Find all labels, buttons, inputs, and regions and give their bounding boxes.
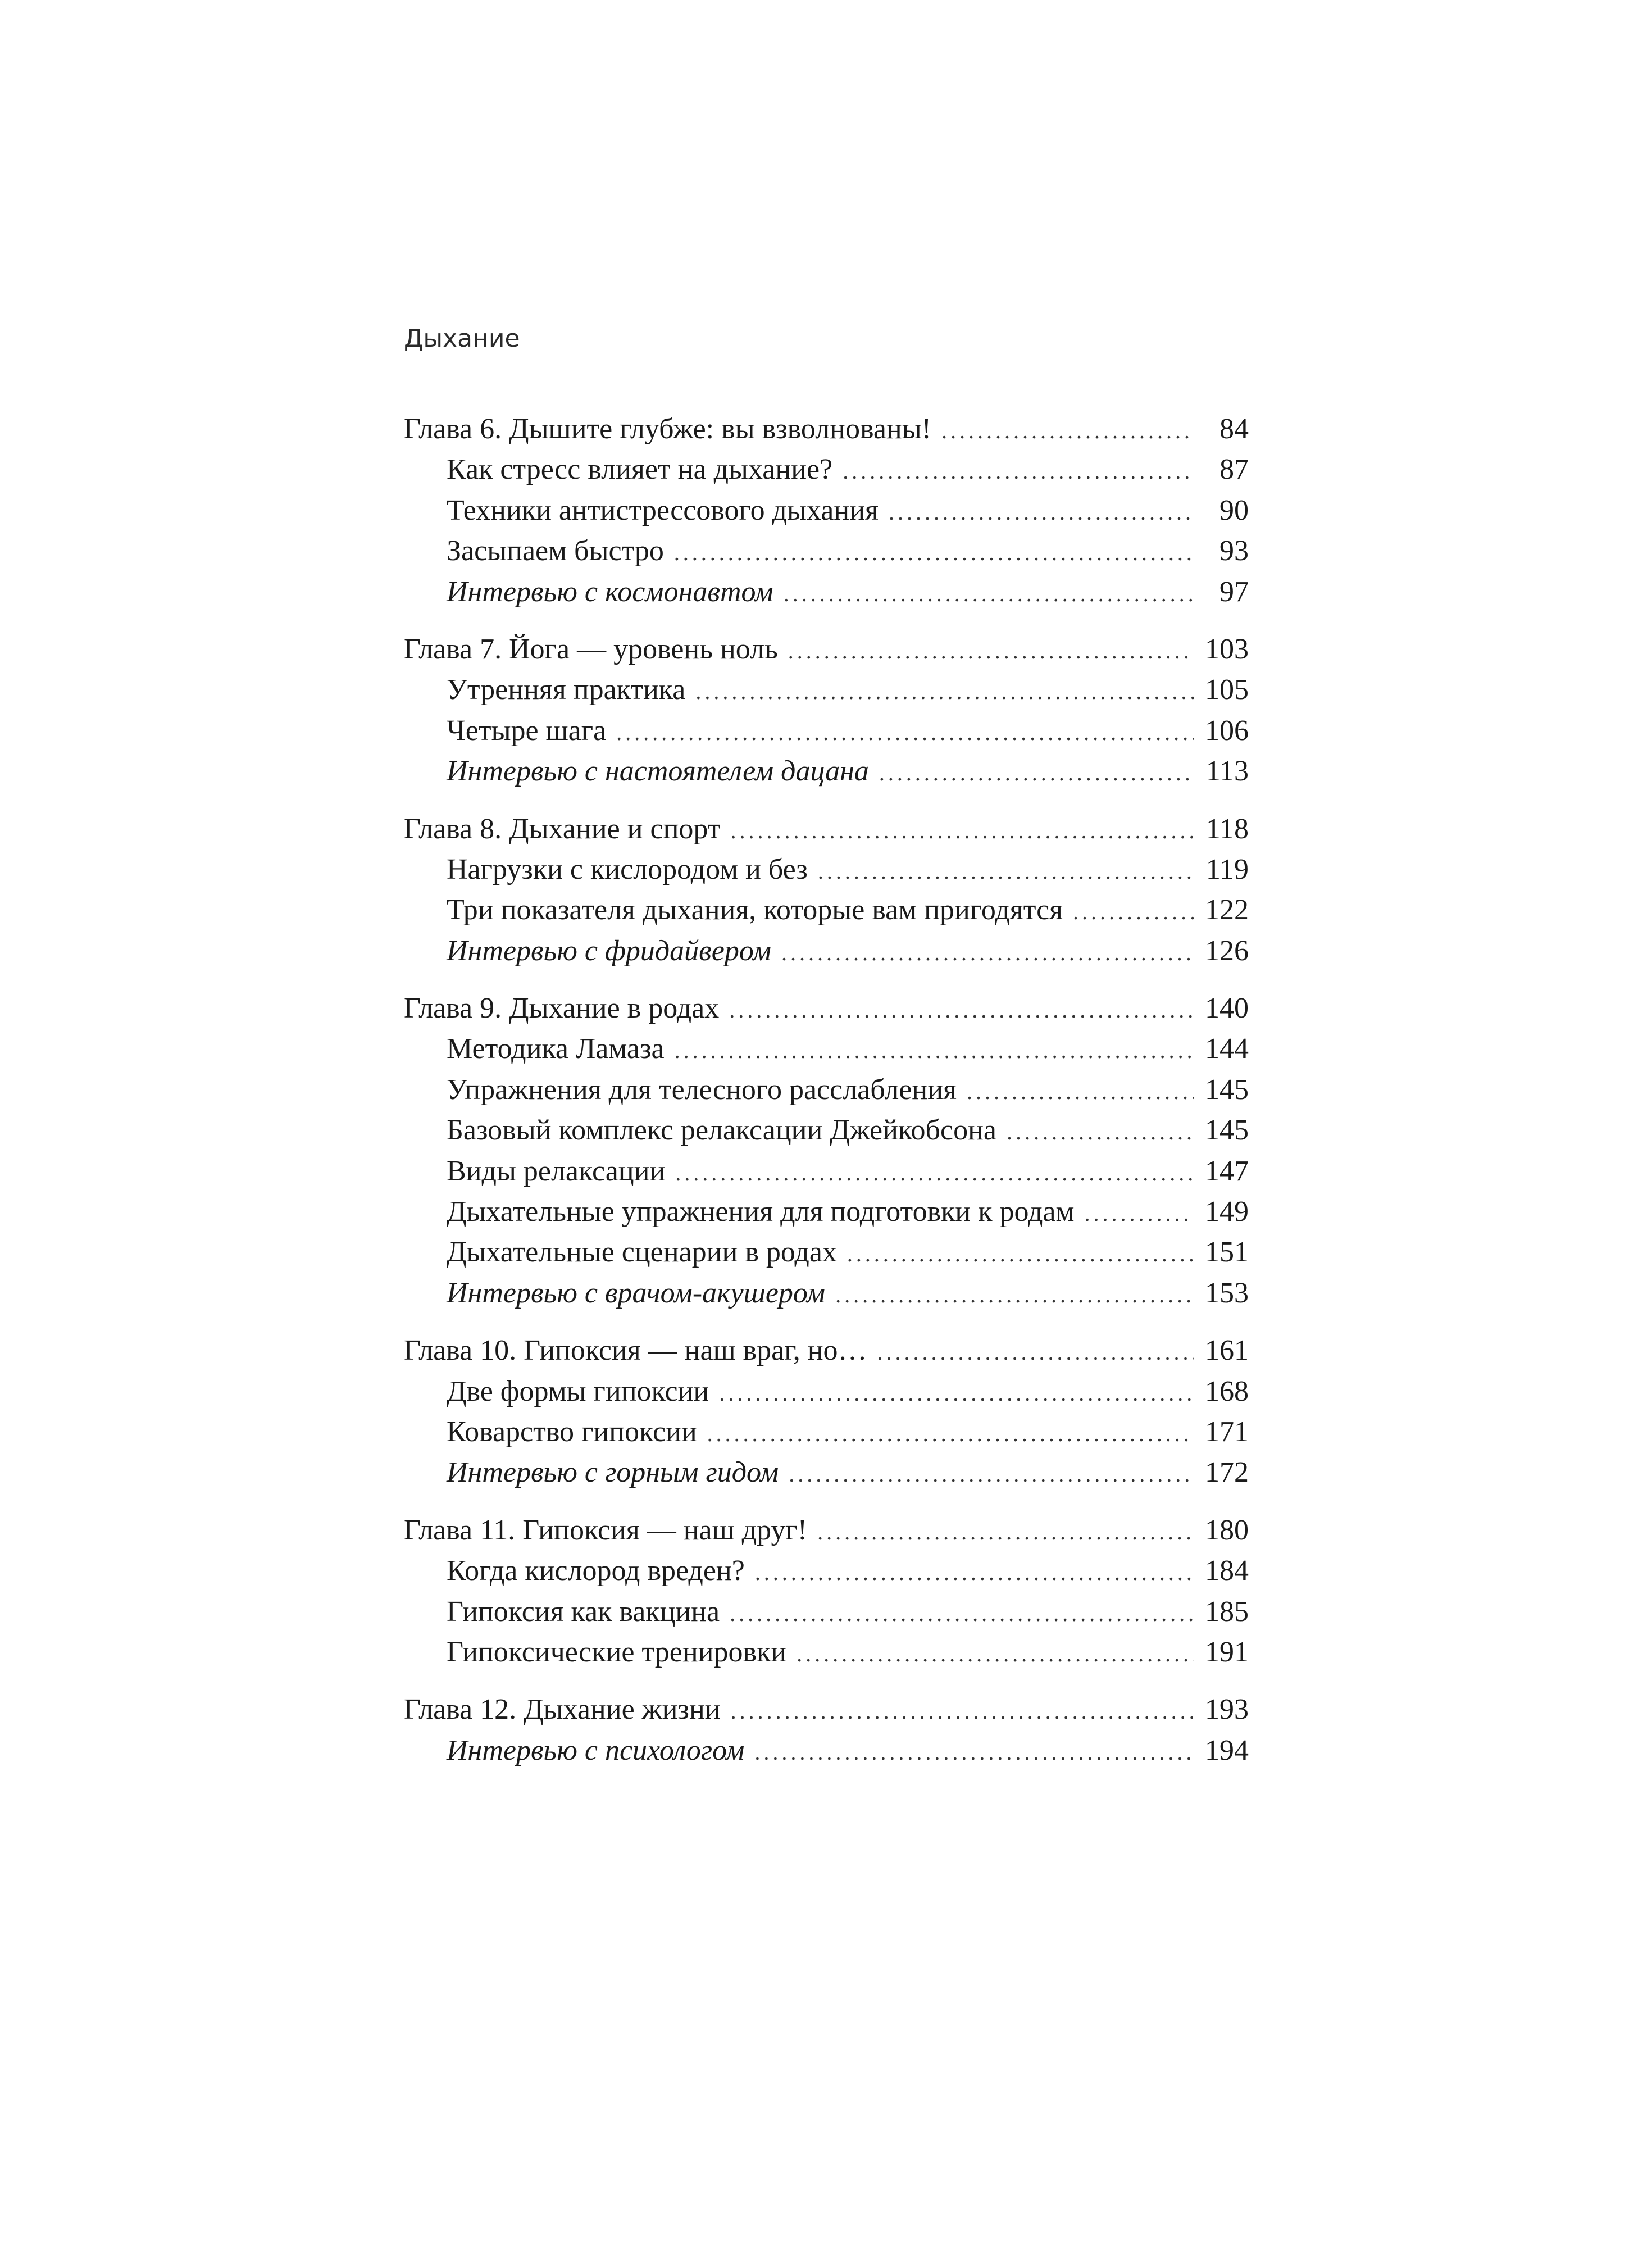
toc-chapter-block [404, 1510, 1249, 1673]
toc-section-entry[interactable] [404, 850, 1249, 890]
dot-leader [781, 933, 1194, 973]
page-number: 153 [1205, 1277, 1249, 1309]
toc-chapter-title: Глава 7. Йога — уровень ноль [404, 633, 778, 665]
toc-section-title: Коварство гипоксии [447, 1415, 697, 1448]
toc-section-entry[interactable] [404, 1371, 1249, 1412]
page-number: 194 [1205, 1734, 1249, 1766]
dot-leader [675, 1030, 1194, 1071]
toc-chapter-title: Глава 9. Дыхание в родах [404, 992, 720, 1025]
toc-section-title: Интервью с горным гидом [447, 1456, 779, 1489]
dot-leader [675, 1153, 1194, 1193]
toc-chapter-entry[interactable] [404, 988, 1249, 1029]
page-number: 147 [1205, 1155, 1249, 1187]
toc-section-title: Утренняя практика [447, 674, 686, 706]
page-number: 149 [1205, 1196, 1249, 1228]
page-number: 87 [1219, 453, 1249, 486]
dot-leader [695, 671, 1194, 712]
toc-chapter-entry[interactable] [404, 1330, 1249, 1371]
toc-section-title: Упражнения для телесного расслабления [447, 1073, 957, 1106]
toc-section-entry[interactable] [404, 531, 1249, 571]
toc-section-entry[interactable] [404, 1551, 1249, 1591]
toc-section-title: Гипоксические тренировки [447, 1636, 787, 1668]
dot-leader [729, 990, 1194, 1030]
dot-leader [1007, 1112, 1194, 1152]
page-number: 171 [1205, 1415, 1249, 1448]
page-number: 97 [1219, 575, 1249, 608]
toc-section-title: Техники антистрессового дыхания [447, 494, 879, 526]
page-number: 118 [1205, 812, 1249, 845]
page-number: 90 [1219, 494, 1249, 526]
toc-section-entry[interactable] [404, 449, 1249, 490]
toc-section-title: Три показателя дыхания, которые вам пригодятся [447, 894, 1063, 927]
toc-section-entry[interactable] [404, 1412, 1249, 1452]
dot-leader [707, 1414, 1194, 1454]
dot-leader [818, 851, 1194, 892]
toc-section-entry[interactable] [404, 670, 1249, 710]
toc-chapter-entry[interactable] [404, 1510, 1249, 1551]
toc-chapter-title: Глава 6. Дышите глубже: вы взволнованы! [404, 413, 931, 445]
toc-section-entry[interactable] [404, 1070, 1249, 1110]
toc-section-entry[interactable] [404, 1232, 1249, 1273]
toc-chapter-block [404, 409, 1249, 612]
toc-section-entry[interactable] [404, 572, 1249, 612]
dot-leader [789, 1454, 1194, 1495]
dot-leader [797, 1634, 1194, 1674]
page-number: 106 [1205, 714, 1249, 747]
dot-leader [843, 451, 1194, 492]
running-head: Дыхание [404, 324, 520, 353]
page-number: 126 [1205, 934, 1249, 967]
toc-section-title: Интервью с фридайвером [447, 934, 772, 967]
page-number: 140 [1205, 992, 1249, 1025]
page-number: 103 [1205, 633, 1249, 665]
toc-section-title: Когда кислород вреден? [447, 1555, 745, 1587]
dot-leader [731, 1691, 1194, 1732]
toc-section-entry[interactable] [404, 1273, 1249, 1314]
toc-section-title: Как стресс влияет на дыхание? [447, 453, 833, 486]
dot-leader [835, 1275, 1194, 1315]
toc-section-entry[interactable] [404, 1192, 1249, 1232]
dot-leader [755, 1552, 1194, 1593]
toc-section-entry[interactable] [404, 890, 1249, 930]
toc-chapter-entry[interactable] [404, 809, 1249, 850]
dot-leader [889, 492, 1194, 533]
page-number: 145 [1205, 1114, 1249, 1147]
toc-chapter-block [404, 1330, 1249, 1493]
dot-leader [674, 533, 1194, 573]
toc-section-title: Интервью с настоятелем дацана [447, 755, 869, 788]
toc-section-entry[interactable] [404, 711, 1249, 751]
page-number: 193 [1205, 1693, 1249, 1726]
toc-section-entry[interactable] [404, 1592, 1249, 1632]
dot-leader [1084, 1193, 1194, 1234]
toc-chapter-title: Глава 11. Гипоксия — наш друг! [404, 1514, 808, 1546]
toc-section-title: Интервью с врачом-акушером [447, 1277, 826, 1309]
toc-section-title: Дыхательные упражнения для подготовки к родам [447, 1196, 1075, 1228]
toc-chapter-block [404, 1690, 1249, 1771]
page-number: 191 [1205, 1636, 1249, 1668]
toc-section-entry[interactable] [404, 1151, 1249, 1192]
toc-chapter-title: Глава 8. Дыхание и спорт [404, 812, 721, 845]
toc-chapter-entry[interactable] [404, 409, 1249, 449]
page-number: 172 [1205, 1456, 1249, 1489]
toc-section-entry[interactable] [404, 1731, 1249, 1771]
toc-chapter-entry[interactable] [404, 629, 1249, 670]
dot-leader [1073, 892, 1194, 932]
page-number: 93 [1219, 535, 1249, 567]
toc-section-entry[interactable] [404, 491, 1249, 531]
dot-leader [784, 574, 1194, 614]
dot-leader [788, 631, 1194, 671]
toc-section-title: Интервью с космонавтом [447, 575, 773, 608]
toc-section-title: Засыпаем быстро [447, 535, 664, 567]
dot-leader [877, 1332, 1194, 1373]
toc-section-entry[interactable] [404, 1110, 1249, 1151]
page-number: 180 [1205, 1514, 1249, 1546]
toc-chapter-block [404, 629, 1249, 792]
dot-leader [754, 1732, 1194, 1773]
page-number: 113 [1205, 755, 1249, 788]
dot-leader [847, 1234, 1194, 1274]
dot-leader [719, 1373, 1194, 1414]
page-number: 161 [1205, 1334, 1249, 1367]
toc-section-entry[interactable] [404, 1029, 1249, 1069]
page-number: 185 [1205, 1595, 1249, 1628]
toc-section-entry[interactable] [404, 751, 1249, 792]
toc-section-entry[interactable] [404, 1452, 1249, 1493]
toc-chapter-title: Глава 12. Дыхание жизни [404, 1693, 721, 1726]
page-number: 105 [1205, 674, 1249, 706]
toc-section-title: Четыре шага [447, 714, 607, 747]
page-number: 122 [1205, 894, 1249, 927]
page-number: 84 [1219, 413, 1249, 445]
dot-leader [616, 712, 1194, 753]
dot-leader [967, 1071, 1194, 1112]
page-number: 144 [1205, 1033, 1249, 1065]
page-number: 151 [1205, 1236, 1249, 1269]
toc-section-title: Интервью с психологом [447, 1734, 745, 1766]
dot-leader [879, 753, 1194, 793]
dot-leader [730, 811, 1194, 851]
toc-section-title: Дыхательные сценарии в родах [447, 1236, 837, 1269]
toc-section-title: Виды релаксации [447, 1155, 666, 1187]
toc-chapter-title: Глава 10. Гипоксия — наш враг, но… [404, 1334, 867, 1367]
toc-section-title: Базовый комплекс релаксации Джейкобсона [447, 1114, 996, 1147]
toc-section-title: Нагрузки с кислородом и без [447, 853, 808, 885]
toc-section-title: Гипоксия как вакцина [447, 1595, 720, 1628]
toc-section-entry[interactable] [404, 1632, 1249, 1673]
toc-chapter-block [404, 988, 1249, 1314]
page-number: 145 [1205, 1073, 1249, 1106]
page-number: 168 [1205, 1375, 1249, 1407]
dot-leader [730, 1593, 1194, 1634]
toc-chapter-block [404, 809, 1249, 972]
page-number: 184 [1205, 1555, 1249, 1587]
page-number: 119 [1205, 853, 1249, 885]
table-of-contents [404, 409, 1249, 1788]
dot-leader [817, 1512, 1194, 1552]
toc-section-title: Методика Ламаза [447, 1033, 665, 1065]
toc-chapter-entry[interactable] [404, 1690, 1249, 1730]
toc-section-title: Две формы гипоксии [447, 1375, 709, 1407]
toc-section-entry[interactable] [404, 931, 1249, 971]
dot-leader [941, 411, 1194, 451]
